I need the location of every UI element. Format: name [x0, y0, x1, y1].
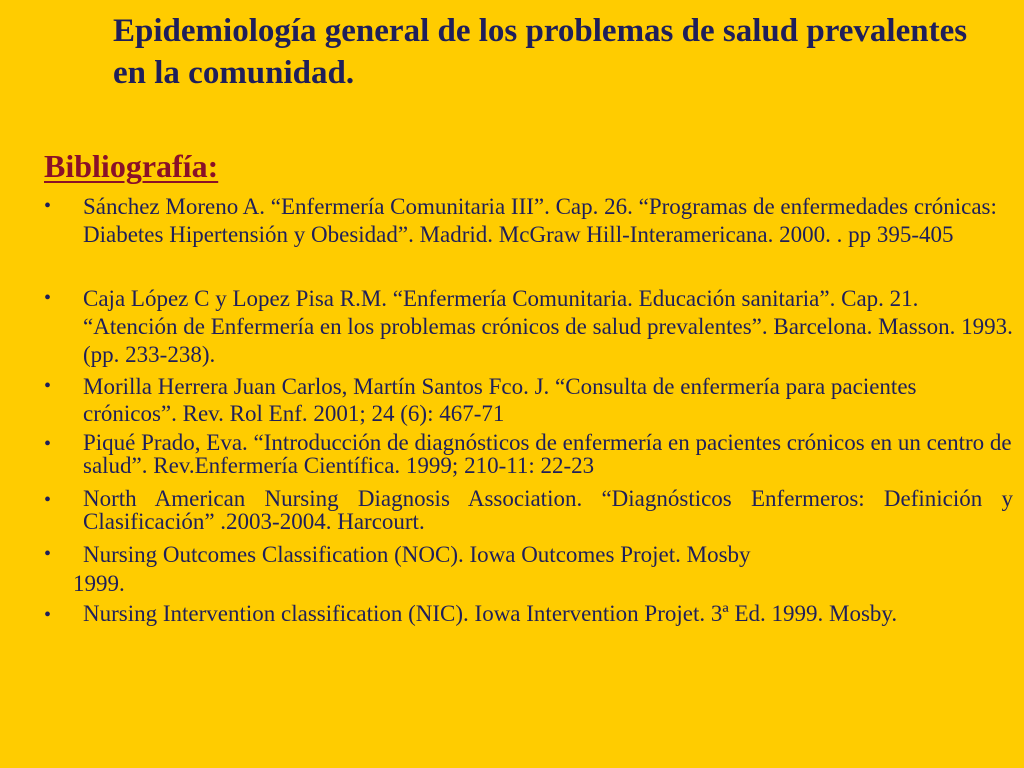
bullet-icon: •: [44, 375, 52, 397]
reference-text: Nursing Outcomes Classification (NOC). Iowa Outcomes Projet. Mosby: [83, 542, 751, 567]
bullet-icon: •: [44, 433, 52, 455]
reference-text: Sánchez Moreno A. “Enfermería Comunitaria III”. Cap. 26. “Programas de enfermedades crónicas: Diabetes Hipertensión y Obesidad”. Madrid. McGraw Hill-Interamericana. 2000. . pp 395-405: [83, 194, 997, 247]
reference-text: Caja López C y Lopez Pisa R.M. “Enfermería Comunitaria. Educación sanitaria”. Cap. 21. “Atención de Enfermería en los problemas crónicos de salud prevalentes”. Barcelona. Masson. 1993. (pp. 233-238).: [83, 286, 1013, 367]
reference-text: Morilla Herrera Juan Carlos, Martín Santos Fco. J. “Consulta de enfermería para pacientes crónicos”. Rev. Rol Enf. 2001; 24 (6): 467-71: [83, 374, 917, 426]
reference-continuation: 1999.: [73, 571, 125, 596]
bullet-icon: •: [44, 195, 52, 217]
bullet-icon: •: [44, 543, 52, 565]
bullet-icon: •: [44, 604, 52, 626]
bullet-icon: •: [44, 489, 52, 511]
bullet-icon: •: [44, 287, 52, 309]
reference-text: Nursing Intervention classification (NIC). Iowa Intervention Projet. 3ª Ed. 1999. Mosby.: [83, 601, 898, 626]
bibliography-heading: Bibliografía:: [44, 148, 219, 184]
reference-text: North American Nursing Diagnosis Association. “Diagnósticos Enfermeros: Definición y Clasificación” .2003-2004. Harcourt.: [83, 486, 1013, 534]
reference-text: Piqué Prado, Eva. “Introducción de diagnósticos de enfermería en pacientes crónicos en un centro de salud”. Rev.Enfermería Científica. 1999; 210-11: 22-23: [83, 430, 1012, 478]
slide-title: Epidemiología general de los problemas de salud prevalentes en la comunidad.: [113, 13, 968, 91]
